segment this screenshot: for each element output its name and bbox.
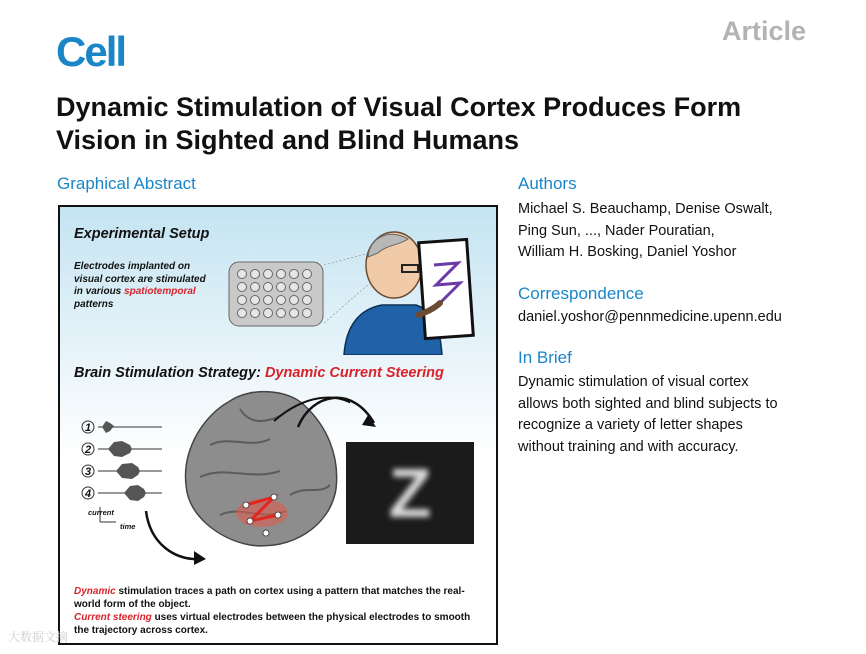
in-brief-line-1: Dynamic stimulation of visual cortex bbox=[518, 374, 749, 390]
authors-list bbox=[518, 199, 773, 264]
experimental-setup-heading: Experimental Setup bbox=[74, 226, 210, 242]
electrodes-line-3-text: in various bbox=[74, 286, 122, 297]
perceived-letter: Z bbox=[388, 454, 432, 532]
cell-logo: Cell bbox=[56, 28, 126, 75]
spatiotemporal-highlight: spatiotemporal bbox=[124, 286, 196, 297]
in-brief-heading: In Brief bbox=[518, 348, 572, 367]
strategy-heading bbox=[74, 365, 444, 381]
in-brief-text bbox=[518, 372, 778, 458]
authors-line-3: William H. Bosking, Daniel Yoshor bbox=[518, 244, 737, 260]
electrodes-description bbox=[74, 261, 206, 311]
watermark: 大数据文摘 bbox=[8, 630, 69, 644]
authors-line-2: Ping Sun, ..., Nader Pouratian, bbox=[518, 222, 715, 239]
axis-current-label: current bbox=[88, 508, 114, 517]
pattern-number-3: 3 bbox=[85, 466, 92, 478]
arrow-to-percept-icon bbox=[292, 387, 382, 447]
caption-dynamic bbox=[74, 585, 484, 611]
in-brief-line-3: recognize a variety of letter shapes bbox=[518, 417, 743, 433]
electrode-grid-icon bbox=[228, 261, 324, 327]
caption-dynamic-highlight: Dynamic bbox=[74, 586, 116, 597]
pattern-number-1: 1 bbox=[85, 422, 92, 434]
article-type-label: Article bbox=[721, 16, 806, 46]
arrow-to-cortex-icon bbox=[140, 507, 210, 567]
strategy-value: Dynamic Current Steering bbox=[264, 365, 444, 381]
subject-drawing-icon bbox=[322, 223, 482, 355]
graphical-abstract-heading: Graphical Abstract bbox=[57, 174, 196, 193]
phosphene-percept-panel bbox=[346, 442, 474, 544]
authors-heading: Authors bbox=[518, 174, 577, 193]
pattern-number-4: 4 bbox=[85, 488, 92, 500]
strategy-label: Brain Stimulation Strategy: bbox=[74, 365, 261, 381]
electrodes-line-3 bbox=[74, 286, 206, 299]
electrodes-line-2: visual cortex are stimulated bbox=[74, 273, 206, 285]
authors-line-1: Michael S. Beauchamp, Denise Oswalt, bbox=[518, 201, 773, 217]
correspondence-email[interactable]: daniel.yoshor@pennmedicine.upenn.edu bbox=[518, 309, 782, 325]
correspondence-heading: Correspondence bbox=[518, 284, 644, 303]
caption-current-steering bbox=[74, 611, 484, 637]
electrodes-line-1: Electrodes implanted on bbox=[74, 261, 191, 272]
pattern-number-2: 2 bbox=[85, 444, 92, 456]
paper-title: Dynamic Stimulation of Visual Cortex Produces Form Vision in Sighted and Blind Humans bbox=[56, 92, 742, 155]
caption-dynamic-text: stimulation traces a path on cortex using a pattern that matches the real-world form of the object. bbox=[74, 586, 465, 610]
in-brief-line-2: allows both sighted and blind subjects to bbox=[518, 395, 778, 412]
caption-steering-text: uses virtual electrodes between the physical electrodes to smooth the trajectory across cortex. bbox=[74, 612, 471, 636]
graphical-abstract-figure bbox=[58, 205, 498, 645]
in-brief-line-4: without training and with accuracy. bbox=[518, 438, 739, 455]
electrodes-line-4: patterns bbox=[74, 298, 114, 310]
axis-time-label: time bbox=[120, 522, 136, 531]
caption-steering-highlight: Current steering bbox=[74, 612, 152, 623]
